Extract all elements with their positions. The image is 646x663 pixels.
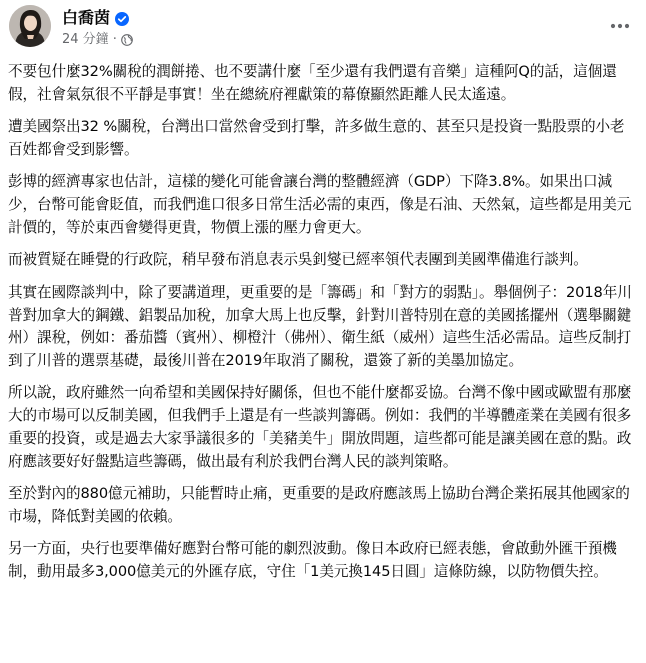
more-options-button[interactable]	[604, 10, 636, 42]
post-paragraph: 遭美國祭出32 %關稅，台灣出口當然會受到打擊，許多做生意的、甚至只是投資一點股票的小老百姓都會受到影響。	[8, 118, 625, 158]
globe-icon[interactable]	[121, 34, 133, 46]
more-options-icon	[610, 23, 630, 29]
avatar-image	[9, 5, 51, 47]
post-paragraph: 至於對內的880億元補助，只能暫時止痛，更重要的是政府應該馬上協助台灣企業拓展其他國家的市場，降低對美國的依賴。	[8, 485, 630, 525]
author-avatar[interactable]	[9, 5, 51, 47]
verified-badge-icon	[115, 11, 129, 25]
post-body	[8, 61, 632, 593]
post-paragraph: 其實在國際談判中，除了要講道理，更重要的是「籌碼」和「對方的弱點」。舉個例子：2018年川普對加拿大的鋼鐵、鋁製品加稅，加拿大馬上也反擊，針對川普特別在意的美國搖擺州（選舉關鍵州）課稅，例如：番茄醬（賓州）、柳橙汁（佛州）、衛生紙（威州）這些生活必需品。這些反制打到了川普的選票基礎，最後川普在2019年取消了關稅，還簽了新的美墨加協定。	[8, 283, 632, 369]
post-paragraph: 不要包什麼32%關稅的潤餅捲、也不要講什麼「至少還有我們還有音樂」這種阿Q的話，這個還假，社會氣氛很不平靜是事實！坐在總統府裡獻策的幕僚顯然距離人民太遙遠。	[8, 63, 617, 103]
author-name[interactable]: 白喬茵	[62, 8, 111, 27]
post-timestamp[interactable]: 24 分鐘	[62, 32, 109, 47]
post-paragraph: 另一方面，央行也要準備好應對台幣可能的劇烈波動。像日本政府已經表態，會啟動外匯干預機制，動用最多3,000億美元的外匯存底，守住「1美元換145日圓」這條防線，以防物價失控。	[8, 540, 617, 580]
meta-separator: ·	[112, 32, 117, 47]
post-paragraph: 彭博的經濟專家也估計，這樣的變化可能會讓台灣的整體經濟（GDP）下降3.8%。如果出口減少，台幣可能會貶值，而我們進口很多日常生活必需的東西，像是石油、天然氣，這些都是用美元計價的，等於東西會變得更貴，物價上漲的壓力會更大。	[8, 173, 632, 236]
post-header	[0, 0, 646, 62]
author-line	[62, 8, 129, 28]
post-paragraph: 而被質疑在睡覺的行政院，稍早發布消息表示吳釗燮已經率領代表團到美國準備進行談判。	[8, 251, 588, 269]
post-meta	[62, 32, 133, 48]
post-paragraph: 所以說，政府雖然一向希望和美國保持好關係，但也不能什麼都妥協。台灣不像中國或歐盟有那麼大的市場可以反制美國，但我們手上還是有一些談判籌碼。例如：我們的半導體產業在美國有很多重要的投資，或是過去大家爭議很多的「美豬美牛」開放問題，這些都可能是讓美國在意的點。政府應該要好好盤點這些籌碼，做出最有利於我們台灣人民的談判策略。	[8, 384, 632, 470]
